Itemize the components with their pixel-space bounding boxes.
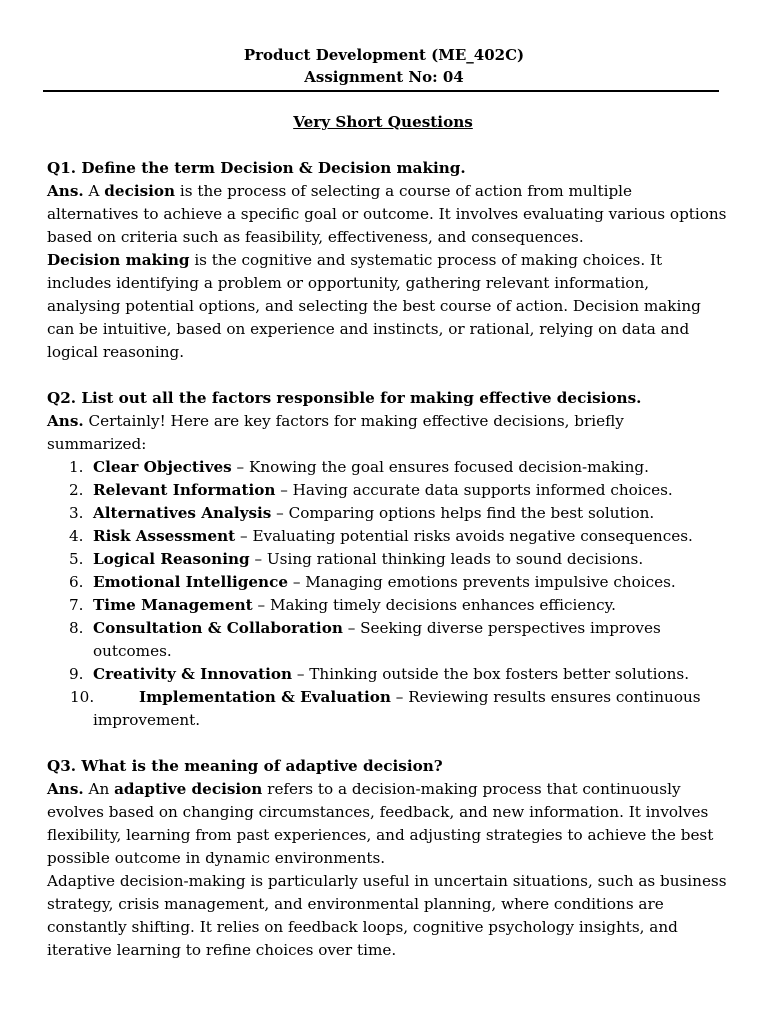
factor-description: – Knowing the goal ensures focused decision-making. (231, 458, 649, 476)
list-number: 6. (69, 573, 84, 591)
factor-description: – Making timely decisions enhances efficiency. (252, 596, 617, 614)
factor-title: Risk Assessment (93, 527, 236, 545)
answer-label: Ans. (47, 412, 84, 430)
factor-title: Alternatives Analysis (93, 504, 272, 522)
factor-description: – Managing emotions prevents impulsive choices. (288, 573, 676, 591)
decision-definition: is the process of selecting a course of action from multiple alternatives to achieve a specific goal or outcome. It involves evaluating various options based on criteria such as feasibility, effectiveness, and consequences. (47, 182, 727, 246)
list-item (47, 525, 727, 548)
factor-description: – Having accurate data supports informed choices. (275, 481, 673, 499)
factor-description: – Using rational thinking leads to sound decisions. (249, 550, 644, 568)
factor-title: Relevant Information (93, 481, 276, 499)
term-decision: decision (104, 182, 176, 200)
factor-description: – Seeking diverse perspectives improves outcomes. (93, 619, 661, 660)
list-number: 1. (69, 458, 84, 476)
answer-1-paragraph-2 (47, 249, 727, 364)
answer-2-intro-text: Certainly! Here are key factors for making effective decisions, briefly summarized: (47, 412, 624, 453)
factor-description: – Thinking outside the box fosters better solutions. (292, 665, 690, 683)
factor-title: Clear Objectives (93, 458, 232, 476)
list-item (47, 686, 727, 732)
factor-title: Consultation & Collaboration (93, 619, 343, 637)
list-number: 7. (69, 596, 84, 614)
list-item (47, 571, 727, 594)
answer-text: An (83, 780, 115, 798)
list-number: 5. (69, 550, 84, 568)
term-decision-making: Decision making (47, 251, 190, 269)
header-divider (43, 90, 719, 92)
answer-1-paragraph-1 (47, 180, 727, 249)
list-item (47, 456, 727, 479)
document-body (47, 111, 727, 962)
term-adaptive-decision: adaptive decision (114, 780, 263, 798)
answer-3-paragraph-2: Adaptive decision-making is particularly useful in uncertain situations, such as business strategy, crisis management, and environmental planning, where conditions are constantly shifting. It relies on feedback loops, cognitive psychology insights, and iterative learning to refine choices over time. (47, 872, 727, 959)
answer-text: A (83, 182, 105, 200)
factors-list (47, 456, 727, 732)
factor-title: Implementation & Evaluation (139, 688, 391, 706)
answer-3-paragraph-1 (47, 778, 727, 870)
factor-title: Creativity & Innovation (93, 665, 293, 683)
list-number: 10. (70, 688, 95, 706)
question-2: Q2. List out all the factors responsible for making effective decisions. (47, 389, 642, 407)
factor-title: Logical Reasoning (93, 550, 250, 568)
question-1: Q1. Define the term Decision & Decision making. (47, 159, 466, 177)
adaptive-decision-definition: refers to a decision-making process that continuously evolves based on changing circumstances, feedback, and new information. It involves flexibility, learning from past experiences, and adjusting strategies to achieve the best possible outcome in dynamic environments. (47, 780, 714, 867)
factor-description: – Comparing options helps find the best solution. (271, 504, 655, 522)
answer-label: Ans. (47, 182, 84, 200)
list-number: 9. (69, 665, 84, 683)
list-item (47, 502, 727, 525)
list-item (47, 663, 727, 686)
list-number: 3. (69, 504, 84, 522)
document-header (0, 44, 768, 88)
course-title: Product Development (ME_402C) (243, 46, 525, 64)
answer-2-intro (47, 410, 727, 456)
list-item (47, 594, 727, 617)
question-3: Q3. What is the meaning of adaptive decision? (47, 757, 443, 775)
list-item (47, 617, 727, 663)
factor-title: Time Management (93, 596, 253, 614)
spacer (47, 364, 727, 387)
section-title: Very Short Questions (293, 113, 473, 131)
answer-label: Ans. (47, 780, 84, 798)
list-item (47, 548, 727, 571)
factor-title: Emotional Intelligence (93, 573, 288, 591)
assignment-number: Assignment No: 04 (304, 68, 464, 86)
list-number: 4. (69, 527, 84, 545)
spacer (47, 732, 727, 755)
factor-description: – Evaluating potential risks avoids negative consequences. (235, 527, 693, 545)
list-number: 2. (69, 481, 84, 499)
decision-making-definition: is the cognitive and systematic process of making choices. It includes identifying a problem or opportunity, gathering relevant information, analysing potential options, and selecting the best course of action. Decision making can be intuitive, based on experience and instincts, or rational, relying on data and logical reasoning. (47, 251, 701, 361)
factor-description: – Reviewing results ensures continuous improvement. (93, 688, 701, 729)
list-number: 8. (69, 619, 84, 637)
list-item (47, 479, 727, 502)
